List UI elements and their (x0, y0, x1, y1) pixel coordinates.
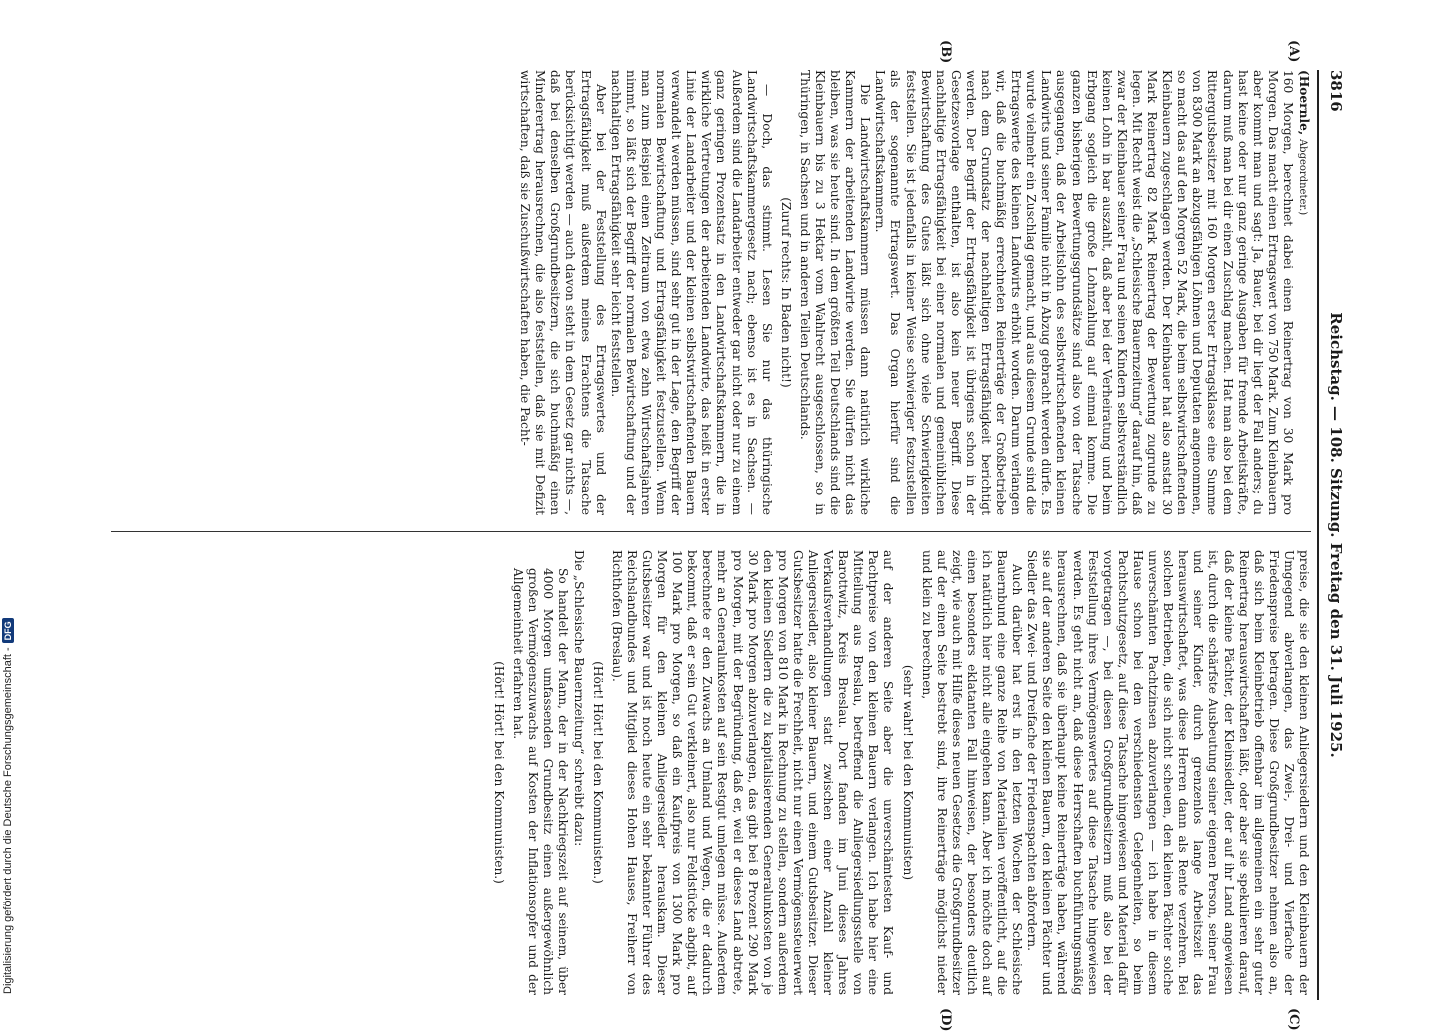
interjection: (Hört! Hört! bei den Kommunisten.) (590, 661, 605, 884)
left-column (517, 70, 1311, 515)
paragraph: preise, die sie den kleinen Anliegersiedlern und den Kleinbauern der Umgegend abverlangen, das Zwei-, Drei- und Vierfache der Friedenspreise betragen. Diese Großgrundbesitzer nehmen also an, daß sich beim Kleinbetrieb offenbar im allgemeinen ein sehr guter Reinertrag herauswirtschaften läßt, oder aber sie spekulieren darauf, daß der kleine Pächter, der Kleinsiedler, der auf ihr Land angewiesen ist, durch die schärfste Ausbeutung seiner eigenen Person, seiner Frau und seiner Kinder, durch grenzenlos lange Arbeitszeit das herauswirtschaftet, was diese Herren dann als Rente verzehren. Bei solchen Betrieben, die sich nicht scheuen, den kleinen Pächter solche unverschämten Pachtzinsen abzuverlangen — ich habe in diesem Hause schon bei den verschiedensten Gelegenheiten, so beim Pachtschutzgesetz, auf diese Tatsache hingewiesen und Material dafür vorgetragen —, bei diesen Großgrundbesitzern muß also bei der Feststellung ihres Vermögenswertes auf diese Tatsache hingewiesen werden. Es geht nicht an, daß diese Herrschaften buchführungsmäßig herausrechnen, daß sie überhaupt keine Reinerträge haben, während sie auf der anderen Seite den kleinen Bauern, den kleinen Pächter und Siedler das Zwei- und Dreifache der Friedenspachten abfordern. (1025, 550, 1311, 995)
paragraph: Die Landwirtschaftskammern müssen dann natürlich wirkliche Kammern der arbeitenden Landwirte werden. Sie dürfen nicht das bleiben, was sie heute sind. In dem größten Teil Deutschlands sind die Kleinbauern bis zu 3 Hektar vom Wahlrecht ausgeschlossen, so in Thüringen, in Sachsen und in anderen Teilen Deutschlands. (797, 70, 873, 515)
dfg-logo: DFG (2, 618, 14, 643)
header-rule (1317, 70, 1319, 1000)
speaker-line (1295, 70, 1311, 515)
digitisation-text: Digitalisierung gefördert durch die Deutsche Forschungsgemeinschaft - (2, 647, 14, 994)
interjection: (sehr wahr! bei den Kommunisten) (900, 664, 915, 881)
page-header (1321, 70, 1345, 1000)
interjection: (Zuruf rechts: In Baden nicht!) (778, 197, 793, 388)
paragraph: 160 Morgen, berechnet dabei einen Reinertrag von 30 Mark pro Morgen. Das macht einen Ertragswert von 750 Mark. Zum Kleinbauern aber kommt man und sagt: Ja, Bauer, bei dir liegt der Fall anders; du hast keine oder nur ganz geringe Ausgaben für fremde Arbeitskräfte, darum muß man bei dir einen Zuschlag machen. Hat man also bei dem Rittergutsbesitzer mit 160 Morgen erster Ertragsklasse eine Summe von 8300 Mark an abzugsfähigen Löhnen und Deputaten angenommen, so macht das auf den Morgen 52 Mark, die beim selbstwirtschaftenden Kleinbauern zugeschlagen werden. Der Kleinbauer hat also anstatt 30 Mark Reinertrag 82 Mark Reinertrag der Bewertung zugrunde zu legen. Mit Recht weist die „Schlesische Bauernzeitung“ darauf hin, daß zwar der Kleinbauer seiner Frau und seinen Kindern selbstverständlich keinen Lohn in bar auszahlt, daß aber bei der Verheiratung und beim Erbgang sogleich die große Lohnzahlung auf einmal komme. Die ganzen bisherigen Bewertungsgrundsätze sind also von der Tatsache ausgegangen, daß der Arbeitslohn des selbstwirtschaftenden kleinen Landwirts und seiner Familie nicht in Abzug gebracht werden dürfe. Es wurde vielmehr ein Zuschlag gemacht, und aus diesem Grunde sind die Ertragswerte des kleinen Landwirts erhöht worden. Darum verlangen wir, daß die buchmäßig errechneten Reinerträge der Großbetriebe nach dem Grundsatz der nachhaltigen Ertragsfähigkeit berichtigt werden. Der Begriff der Ertragsfähigkeit ist übrigens schon in der Gesetzesvorlage enthalten, ist also kein neuer Begriff. Diese nachhaltige Ertragsfähigkeit bei einer normalen und gemeinüblichen Bewirtschaftung des Gutes läßt sich ohne viele Schwierigkeiten feststellen. Sie ist jedenfalls in keiner Weise schwieriger festzustellen als der sogenannte Ertragswert. Das Organ hierfür sind die Landwirtschaftskammern. (873, 70, 1295, 515)
block-quote: So handelt der Mann, der in der Nachkriegszeit auf seinem, über 4000 Morgen umfassenden Grundbesitz einen außergewöhnlich großen Vermögenszuwachs auf Kosten der Inflationsopfer und der Allgemeinheit erfahren hat. (511, 568, 571, 995)
margin-mark-d: (D) (938, 1008, 953, 1032)
speaker-role: Abgeordneter.) (1297, 138, 1308, 216)
paragraph: — Doch, das stimmt. Lesen Sie nur das thüringische Landwirtschaftskammergesetz nach; ebenso ist es in Sachsen. — Außerdem sind die Landarbeiter entweder gar nicht oder nur zu einem ganz geringen Prozentsatz in den Landwirtschaftskammern, die in wirkliche Vertretungen der arbeitenden Landwirte, das heißt in erster Linie der Landarbeiter und der kleinen selbstwirtschaftenden Bauern verwandelt werden müssen, sind sehr gut in der Lage, den Begriff der normalen Bewirtschaftung und Ertragsfähigkeit festzustellen. Wenn man zum Beispiel einen Zeitraum von etwa zehn Wirtschaftsjahren nimmt, so läßt sich der Begriff der normalen Bewirtschaftung und der nachhaltigen Ertragsfähigkeit sehr leicht feststellen. (608, 70, 774, 515)
paragraph: Auch darüber hat erst in den letzten Wochen der Schlesische Bauernbund eine ganze Reihe von Materialien veröffentlicht, auf die ich natürlich hier nicht alle eingehen kann. Aber ich möchte doch auf einen besonders eklatanten Fall hinweisen, der besonders deutlich zeigt, wie auch mit Hilfe dieses neuen Gesetzes die Großgrundbesitzer auf der einen Seite bestrebt sind, ihre Reinerträge möglichst nieder und klein zu berechnen, (919, 550, 1025, 995)
speaker-name: (Hoernle, (1297, 70, 1311, 136)
rotated-document-page (95, 40, 1345, 1032)
margin-mark-a: (A) (1286, 40, 1301, 63)
column-divider (111, 531, 1311, 532)
margin-mark-c: (C) (1286, 1008, 1301, 1031)
paragraph: Die „Schlesische Bauernzeitung“ schreibt dazu: (571, 550, 586, 847)
paragraph: auf der anderen Seite aber die unverschämtesten Kauf- und Pachtpreise von den kleinen Bauern verlangen. Ich habe hier eine Mitteilung aus Breslau, betreffend die Anliegersiedlungsstelle von Barottwitz, Kreis Breslau. Dort fanden im Juni dieses Jahres Verkaufsverhandlungen statt zwischen einer Anzahl kleiner Anliegersiedler, also kleiner Bauern, und einem Gutsbesitzer. Dieser Gutsbesitzer hatte die Frechheit, nicht nur einen Vermögenssteuerwert pro Morgen von 810 Mark in Rechnung zu stellen, sondern außerdem den kleinen Siedlern die zu kapitalisierenden Generalunkosten von je 30 Mark pro Morgen abzuverlangen, das gibt bei 8 Prozent 290 Mark pro Morgen, mit der Begründung, daß er, weil er dieses Land abtrete, mehr an Generalunkosten auf sein Restgut umlegen müsse. Außerdem berechnete er den Zuwachs an Umland und Wegen, die er dadurch bekommt, daß er sein Gut verkleinert, also nur Feldstücke abgibt, auf 100 Mark pro Morgen, so daß ein Kaufpreis von 1300 Mark pro Morgen für den kleinen Anliegersiedler herauskam. Dieser Gutsbesitzer war und ist noch heute ein sehr bekannter Führer des Reichslandbundes und Mitglied dieses Hohen Hauses, Freiherr von Richthofen (Breslau). (609, 550, 896, 995)
digitisation-notice (0, 0, 16, 1000)
right-column (487, 550, 1311, 995)
paragraph: Aber bei der Feststellung des Ertragswertes und der Ertragsfähigkeit muß außerdem meines Erachtens die Tatsache berücksichtigt werden — auch davon steht in dem Gesetz gar nichts —, daß bei denselben Großgrundbesitzern, die sich buchmäßig einen Minderertrag herausrechnen, die also feststellen, daß sie mit Defizit wirtschaften, daß sie Zuschußwirtschaften haben, die Pacht- (518, 70, 608, 515)
interjection: (Hört! Hört! bei den Kommunisten.) (492, 661, 507, 884)
running-title: Reichstag. — 108. Sitzung. Freitag den 31. Juli 1925. (1327, 312, 1345, 758)
page-number: 3816 (1327, 70, 1345, 112)
margin-mark-b: (B) (938, 40, 953, 64)
